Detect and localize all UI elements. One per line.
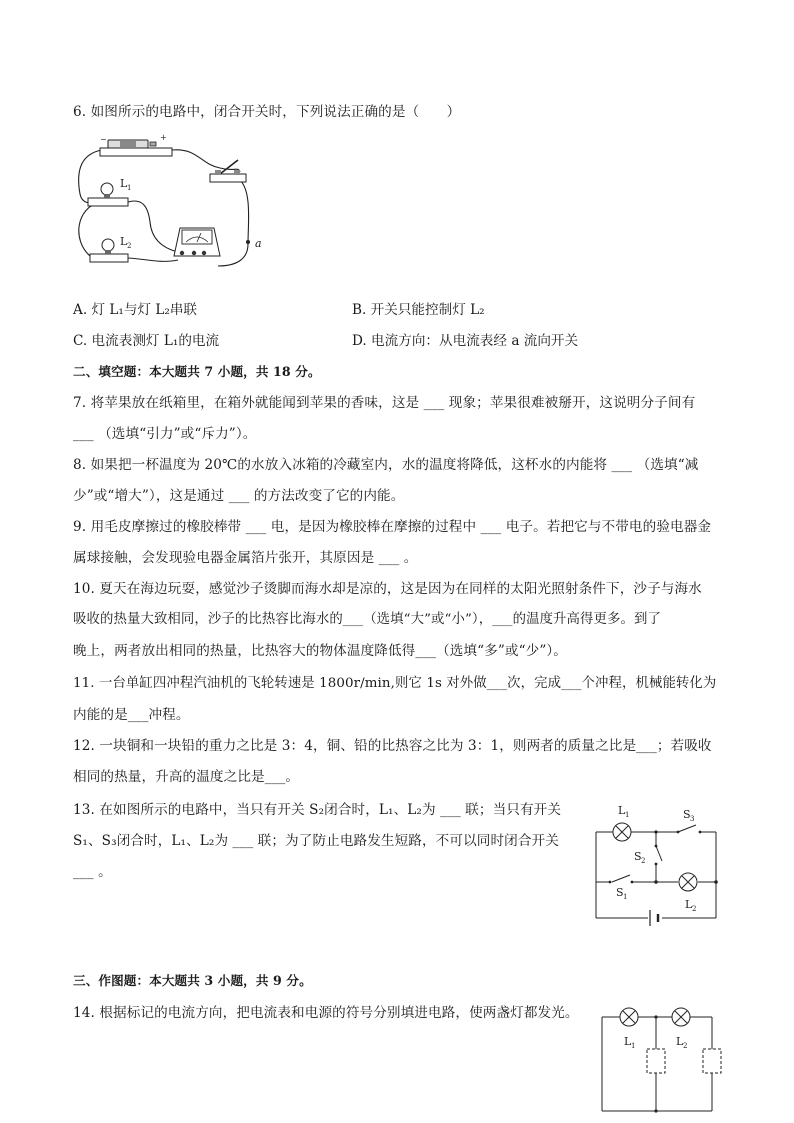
label-S2: S: [634, 850, 642, 863]
q13-line-1: 13. 在如图所示的电路中，当只有开关 S₂闭合时，L₁、L₂为 ___ 联；当只有开关: [73, 802, 562, 818]
q6-stem: 6. 如图所示的电路中，闭合开关时，下列说法正确的是（ ）: [73, 104, 461, 120]
q8-line-1: 8. 如果把一杯温度为 20℃的水放入冰箱的冷藏室内，水的温度将降低，这杯水的内能将 ___ （选填“减: [73, 457, 699, 473]
q10-line-3: 晚上，两者放出相同的热量，比热容大的物体温度降低得___（选填“多”或“少”）。: [73, 643, 567, 659]
q6-option-b[interactable]: B. 开关只能控制灯 L₂: [352, 302, 485, 318]
q7-line-2: ___ （选填“引力”或“斥力”）。: [73, 426, 257, 442]
q6-circuit-figure: [70, 132, 270, 274]
q9-line-2: 属球接触，会发现验电器金属箔片张开，其原因是 ___ 。: [73, 550, 418, 566]
q6-option-d[interactable]: D. 电流方向：从电流表经 a 流向开关: [352, 333, 579, 349]
q14-stem: 14. 根据标记的电流方向，把电流表和电源的符号分别填进电路，使两盏灯都发光。: [73, 1005, 579, 1021]
q13-line-2: S₁、S₃闭合时，L₁、L₂为 ___ 联；为了防止电路发生短路，不可以同时闭合开关: [73, 833, 559, 849]
label-S1: S: [616, 886, 624, 899]
label-L2-sub: 2: [683, 1042, 688, 1050]
q11-line-1: 11. 一台单缸四冲程汽油机的飞轮转速是 1800r/min,则它 1s 对外做___次，完成___个冲程，机械能转化为: [73, 676, 717, 691]
section-2-heading: 二、填空题：本大题共 7 小题，共 18 分。: [73, 364, 321, 379]
label-S2-sub: 2: [641, 857, 646, 865]
label-L1: L: [120, 177, 128, 190]
section-3-heading: 三、作图题：本大题共 3 小题，共 9 分。: [73, 973, 312, 988]
label-L2-sub: 2: [692, 905, 697, 913]
label-S1-sub: 1: [623, 893, 628, 901]
label-L1-sub: 1: [631, 1042, 636, 1050]
label-L1-sub: 1: [127, 184, 132, 192]
q8-line-2: 少”或“增大”），这是通过 ___ 的方法改变了它的内能。: [73, 488, 405, 504]
label-S3-sub: 3: [690, 815, 695, 823]
svg-text:−: −: [100, 135, 107, 144]
q10-line-2: 吸收的热量大致相同，沙子的比热容比海水的___（选填“大”或“小”），___的温度升高得更多。到了: [73, 612, 661, 627]
label-L1: L: [618, 804, 626, 817]
label-a: a: [255, 237, 262, 250]
q11-line-2: 内能的是___冲程。: [73, 707, 190, 723]
q14-circuit-figure: [592, 1005, 732, 1117]
q6-option-a[interactable]: A. 灯 L₁与灯 L₂串联: [73, 302, 198, 318]
svg-text:+: +: [160, 133, 167, 142]
q7-line-1: 7. 将苹果放在纸箱里，在箱外就能闻到苹果的香味，这是 ___ 现象；苹果很难被掰开，这说明分子间有: [73, 395, 696, 411]
q13-line-3: ___ 。: [73, 864, 112, 880]
q6-option-c[interactable]: C. 电流表测灯 L₁的电流: [73, 333, 220, 349]
label-L2: L: [685, 898, 693, 911]
label-S3: S: [683, 808, 691, 821]
label-L1: L: [624, 1035, 632, 1048]
q10-line-1: 10. 夏天在海边玩耍，感觉沙子烫脚而海水却是凉的，这是因为在同样的太阳光照射条件下，沙子与海水: [73, 581, 702, 597]
q12-line-2: 相同的热量，升高的温度之比是___。: [73, 769, 300, 785]
q9-line-1: 9. 用毛皮摩擦过的橡胶棒带 ___ 电，是因为橡胶棒在摩擦的过程中 ___ 电子。若把它与不带电的验电器金: [73, 519, 712, 535]
q13-circuit-figure: [588, 798, 728, 930]
label-L2-sub: 2: [127, 242, 132, 250]
label-L2: L: [120, 235, 128, 248]
q12-line-1: 12. 一块铜和一块铅的重力之比是 3：4，铜、铅的比热容之比为 3：1，则两者的质量之比是___；若吸收: [73, 738, 712, 754]
label-L2: L: [676, 1035, 684, 1048]
label-L1-sub: 1: [625, 811, 630, 819]
